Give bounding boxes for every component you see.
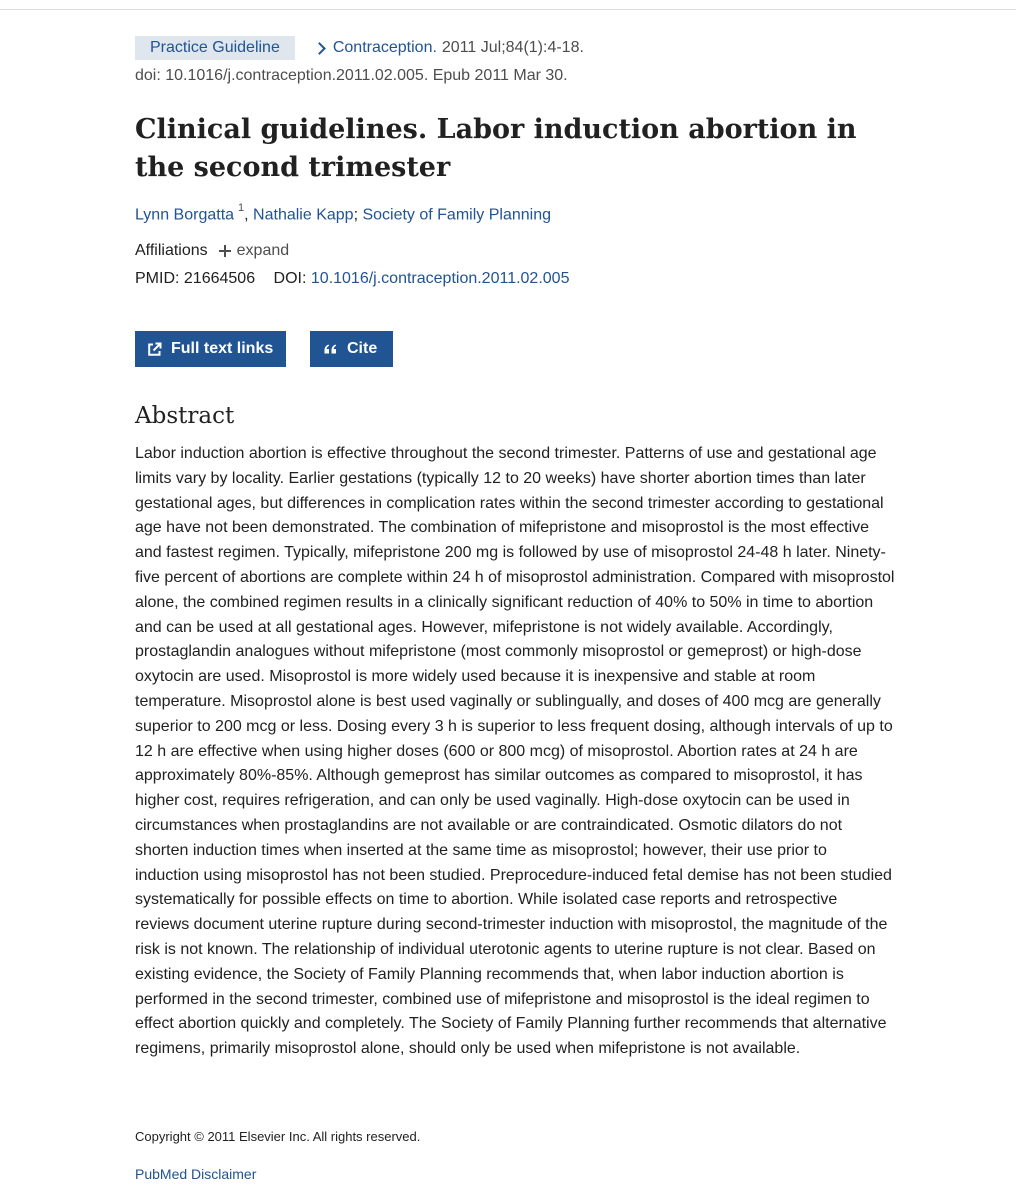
- external-link-icon: [147, 342, 162, 357]
- full-text-label: Full text links: [171, 340, 274, 357]
- journal-link[interactable]: Contraception.: [332, 39, 437, 56]
- article-title: Clinical guidelines. Labor induction abortion in the second trimester: [135, 114, 857, 183]
- affiliation-ref[interactable]: 1: [238, 202, 245, 214]
- affiliations-label: Affiliations: [135, 242, 208, 259]
- author-separator: ,: [244, 206, 254, 224]
- authors-list: [135, 204, 551, 224]
- identifiers: [135, 270, 569, 288]
- top-divider: [0, 9, 1016, 10]
- abstract-text: Labor induction abortion is effective throughout the second trimester. Patterns of use and gestational age limits vary by locality. Earlier gestations (typically 12 to 20 weeks) have shorter abortion times than later gestational ages, but differences in complication rates within the second trimester according to gestational age have not been demonstrated. The combination of mifepristone and misoprostol is the most effective and fastest regimen. Typically, mifepristone 200 mg is followed by use of misoprostol 24-48 h later. Ninety-five percent of abortions are complete within 24 h of misoprostol administration. Compared with misoprostol alone, the combined regimen results in a clinically significant reduction of 40% to 50% in time to abortion and can be used at all gestational ages. However, mifepristone is not widely available. Accordingly, prostaglandin analogues without mifepristone (most commonly misoprostol or gemeprost) or high-dose oxytocin are used. Misoprostol is more widely used because it is inexpensive and stable at room temperature. Misoprostol alone is best used vaginally or sublingually, and doses of 400 mcg are generally superior to 200 mcg or less. Dosing every 3 h is superior to less frequent dosing, although intervals of up to 12 h are effective when using higher doses (600 or 800 mcg) of misoprostol. Abortion rates at 24 h are approximately 80%-85%. Although gemeprost has similar outcomes as compared to misoprostol, it has higher cost, requires refrigeration, and can only be used vaginally. High-dose oxytocin can be used in circumstances when prostaglandins are not available or are contraindicated. Osmotic dilators do not shorten induction times when inserted at the same time as misoprostol; however, their use prior to induction using misoprostol has not been studied. Preprocedure-induced fetal demise has not been studied systematically for possible effects on time to abortion. While isolated case reports and retrospective reviews document uterine rupture during second-trimester induction with misoprostol, the magnitude of the risk is not known. The relationship of individual uterotonic agents to uterine rupture is not clear. Based on existing evidence, the Society of Family Planning recommends that, when labor induction abortion is performed in the second trimester, combined use of mifepristone and misoprostol is the ideal regimen to effect abortion quickly and completely. The Society of Family Planning further recommends that alternative regimens, primarily misoprostol alone, should only be used when mifepristone is not available.: [135, 445, 895, 1058]
- chevron-right-icon[interactable]: [313, 42, 326, 55]
- cite-label: Cite: [347, 340, 378, 357]
- doi-epub-line: doi: 10.1016/j.contraception.2011.02.005. Epub 2011 Mar 30.: [135, 67, 568, 84]
- pmid-label: PMID:: [135, 270, 180, 287]
- doi-link[interactable]: 10.1016/j.contraception.2011.02.005: [310, 270, 570, 287]
- pmid-value: 21664506: [183, 270, 256, 287]
- copyright-notice: Copyright © 2011 Elsevier Inc. All rights reserved.: [135, 1129, 421, 1144]
- article-type-badge: Practice Guideline: [135, 36, 295, 60]
- citation-row: [135, 36, 584, 60]
- quote-icon: [323, 343, 338, 355]
- expand-label: expand: [236, 242, 290, 259]
- author-link[interactable]: Lynn Borgatta: [135, 206, 235, 224]
- plus-icon: [219, 245, 231, 257]
- pubmed-disclaimer-link[interactable]: PubMed Disclaimer: [135, 1166, 257, 1182]
- affiliations-toggle[interactable]: [135, 242, 289, 260]
- author-separator: ;: [353, 206, 363, 224]
- abstract-heading: Abstract: [135, 403, 235, 429]
- doi-label: DOI:: [273, 270, 307, 287]
- author-link[interactable]: Nathalie Kapp: [253, 206, 354, 224]
- author-link[interactable]: Society of Family Planning: [362, 206, 551, 224]
- full-text-links-button[interactable]: [135, 331, 286, 367]
- citation-text: 2011 Jul;84(1):4-18.: [441, 39, 584, 56]
- cite-button[interactable]: [310, 331, 393, 367]
